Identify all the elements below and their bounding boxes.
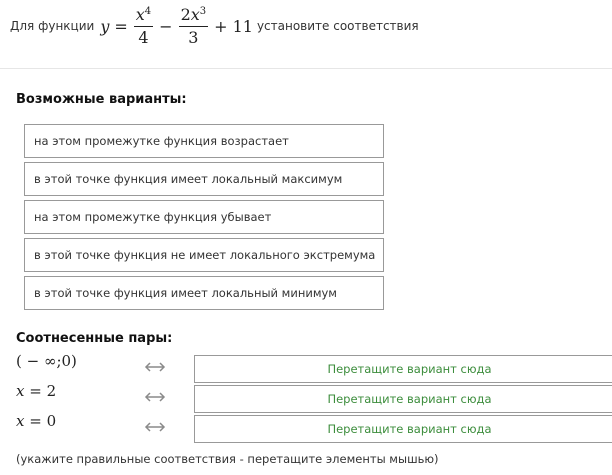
- fraction-2-denominator: 3: [188, 27, 199, 47]
- formula-constant: 11: [232, 16, 253, 36]
- drop-zone[interactable]: Перетащите вариант сюда: [194, 385, 612, 413]
- pair-label-interval: [16, 352, 77, 370]
- fraction-2-coef: 2: [180, 4, 191, 24]
- question-prefix: Для функции: [10, 19, 95, 33]
- option-item-no-extremum[interactable]: в этой точке функция не имеет локального экстремума: [24, 238, 384, 272]
- formula-y: y: [100, 16, 110, 36]
- formula-equals: =: [114, 16, 128, 36]
- double-arrow-icon: [143, 361, 167, 373]
- formula-fraction-1: [134, 6, 153, 47]
- pair-row: [14, 352, 612, 382]
- function-formula: [100, 6, 253, 47]
- fraction-1-var: x: [135, 4, 145, 24]
- pair-label-x-equals-0: [16, 412, 56, 430]
- pair-label-value: = 0: [24, 412, 57, 430]
- pair-label-text: ( − ∞;0): [16, 352, 77, 370]
- formula-minus: −: [159, 16, 173, 36]
- fraction-2-var: x: [190, 4, 200, 24]
- pair-label-var: x: [16, 412, 25, 430]
- pair-row: [14, 412, 612, 442]
- pair-label-value: = 2: [24, 382, 57, 400]
- option-item-increasing[interactable]: на этом промежутке функция возрастает: [24, 124, 384, 158]
- question-suffix: установите соответствия: [256, 19, 419, 33]
- option-item-local-max[interactable]: в этой точке функция имеет локальный максимум: [24, 162, 384, 196]
- fraction-1-denominator: 4: [138, 27, 149, 47]
- fraction-2-exponent: 3: [199, 5, 207, 17]
- instruction-hint: (укажите правильные соответствия - перетащите элементы мышью): [16, 452, 439, 466]
- formula-fraction-2: [179, 6, 209, 47]
- section-divider: [0, 68, 612, 69]
- pairs-list: [14, 352, 612, 442]
- formula-plus: +: [214, 16, 228, 36]
- option-item-local-min[interactable]: в этой точке функция имеет локальный минимум: [24, 276, 384, 310]
- double-arrow-icon: [143, 421, 167, 433]
- options-title: Возможные варианты:: [16, 92, 187, 107]
- pair-label-x-equals-2: [16, 382, 56, 400]
- fraction-2-numerator: [179, 6, 209, 27]
- fraction-1-numerator: [134, 6, 153, 27]
- question-text: [10, 0, 419, 52]
- pair-label-var: x: [16, 382, 25, 400]
- option-item-decreasing[interactable]: на этом промежутке функция убывает: [24, 200, 384, 234]
- options-list: [24, 124, 384, 314]
- pairs-title: Соотнесенные пары:: [16, 331, 173, 346]
- pair-row: [14, 382, 612, 412]
- drop-zone[interactable]: Перетащите вариант сюда: [194, 355, 612, 383]
- fraction-1-exponent: 4: [144, 5, 152, 17]
- drop-zone[interactable]: Перетащите вариант сюда: [194, 415, 612, 443]
- double-arrow-icon: [143, 391, 167, 403]
